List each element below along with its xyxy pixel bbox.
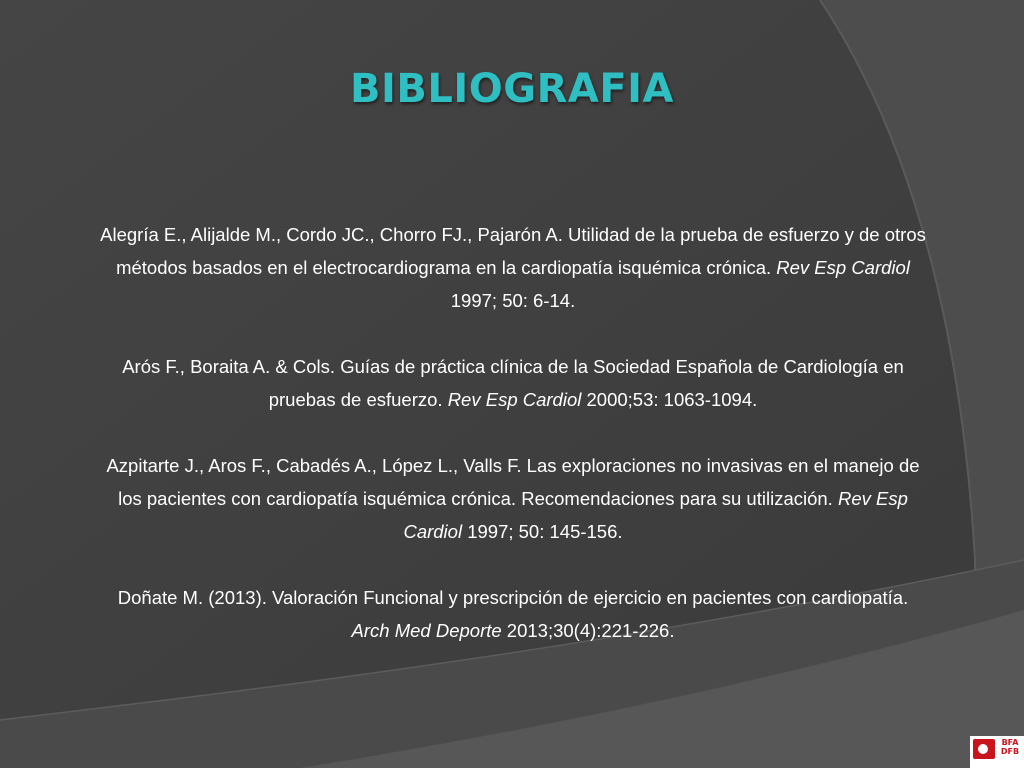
bfa-logo: [970, 736, 1024, 768]
reference-item: [100, 350, 926, 416]
reference-journal: Arch Med Deporte: [351, 620, 502, 641]
reference-text: Arós F., Boraita A. & Cols. Guías de práctica clínica de la Sociedad Española de Cardiología en pruebas de esfuerzo.: [122, 356, 904, 410]
reference-item: [100, 218, 926, 317]
page-title: BIBLIOGRAFIA: [350, 66, 674, 112]
bfa-logo-icon: [973, 739, 995, 759]
reference-citation: 1997; 50: 6-14.: [450, 290, 576, 311]
reference-list: [100, 218, 926, 680]
reference-journal: Rev Esp Cardiol: [776, 257, 910, 278]
reference-text: Doñate M. (2013). Valoración Funcional y prescripción de ejercicio en pacientes con cardiopatía.: [117, 587, 909, 608]
reference-item: [100, 581, 926, 647]
reference-text: Azpitarte J., Aros F., Cabadés A., López L., Valls F. Las exploraciones no invasivas en el manejo de los pacientes con cardiopatía isquémica crónica. Recomendaciones para su utilización.: [106, 455, 920, 509]
reference-journal: Rev Esp Cardiol: [447, 389, 582, 410]
logo-text: BFA DFB: [1000, 738, 1020, 756]
reference-item: [100, 449, 926, 548]
reference-citation: 1997; 50: 145-156.: [462, 521, 623, 542]
reference-text: Alegría E., Alijalde M., Cordo JC., Chorro FJ., Pajarón A. Utilidad de la prueba de esfuerzo y de otros métodos basados en el electrocardiograma en la cardiopatía isquémica crónica.: [100, 224, 926, 278]
reference-citation: 2013;30(4):221-226.: [501, 620, 675, 641]
reference-journal: Rev Esp Cardiol: [403, 488, 908, 542]
reference-citation: 2000;53: 1063-1094.: [581, 389, 758, 410]
